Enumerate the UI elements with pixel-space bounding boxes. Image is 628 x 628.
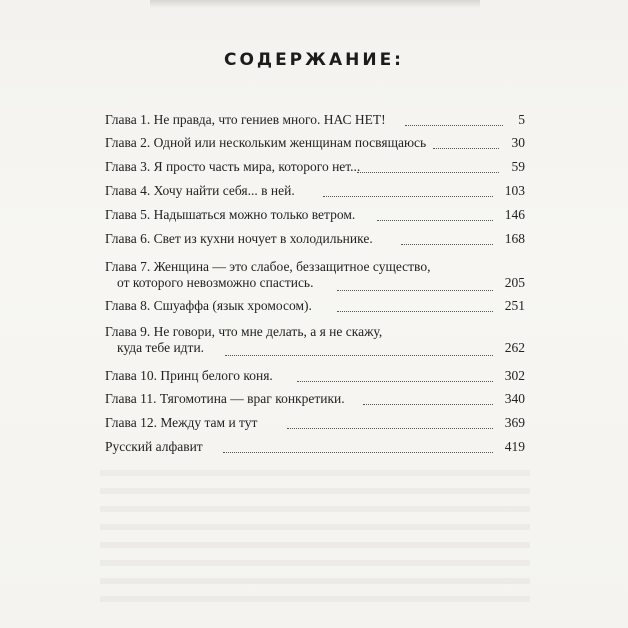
toc-entry-title: Глава 6. Свет из кухни ночует в холодильнике. [105,231,373,246]
toc-leader [225,355,493,356]
toc-leader [363,404,493,405]
toc-entry-title-continued: от которого невозможно спастись. [117,275,314,290]
toc-entry [105,159,525,175]
toc-entry [105,439,525,455]
toc-leader [401,244,493,245]
toc-entry-title: Глава 3. Я просто часть мира, которого нет... [105,159,361,174]
toc-entry-page: 419 [504,439,525,454]
toc-entry-page: 5 [518,112,525,127]
toc-entry [105,112,525,128]
toc-entry-title: Глава 9. Не говори, что мне делать, а я не скажу, [105,324,383,339]
toc-entry-title: Русский алфавит [105,439,203,454]
toc-entry [105,259,525,293]
toc-entry-page: 251 [504,298,525,313]
toc-entry-title: Глава 10. Принц белого коня. [105,368,273,383]
toc-entry-page: 302 [504,368,525,383]
page-top-shadow [150,0,480,8]
toc-entry-page: 262 [504,340,525,355]
paper-show-through [100,470,530,610]
toc-leader [297,381,493,382]
toc-entry-page: 30 [511,135,525,150]
toc-entry [105,135,525,151]
toc-entry-title: Глава 12. Между там и тут [105,415,258,430]
toc-leader [287,428,493,429]
toc-leader [337,311,493,312]
toc-entry [105,207,525,223]
toc-entry-title: Глава 1. Не правда, что гениев много. НАС НЕТ! [105,112,386,127]
toc-entry [105,324,525,358]
toc-leader [323,196,493,197]
toc-entry-page: 103 [504,183,525,198]
toc-entry-title-continued: куда тебе идти. [117,340,205,355]
toc-entry [105,391,525,407]
toc-entry-title: Глава 2. Одной или нескольким женщинам посвящаюсь [105,135,427,150]
toc-entry [105,298,525,314]
toc-entry-page: 340 [504,391,525,406]
toc-entry-title: Глава 5. Надышаться можно только ветром. [105,207,356,222]
toc-leader [223,452,493,453]
toc-entry-page: 168 [504,231,525,246]
toc-entry-title: Глава 7. Женщина — это слабое, беззащитное существо, [105,259,431,274]
toc-entry-title: Глава 8. Сшуаффа (язык хромосом). [105,298,312,313]
toc-leader [433,148,499,149]
toc-entry-page: 369 [504,415,525,430]
page-title: СОДЕРЖАНИЕ: [224,50,404,70]
toc-entry-page: 146 [504,207,525,222]
toc-entry [105,183,525,199]
toc-leader [377,220,493,221]
toc-entry-title: Глава 4. Хочу найти себя... в ней. [105,183,295,198]
toc-entry [105,231,525,247]
toc-entry-page: 205 [504,275,525,290]
toc-leader [357,172,499,173]
toc-leader [405,125,503,126]
toc-entry [105,415,525,431]
toc-leader [337,290,493,291]
toc-entry [105,368,525,384]
toc-entry-page: 59 [511,159,525,174]
toc-entry-title: Глава 11. Тягомотина — враг конкретики. [105,391,345,406]
